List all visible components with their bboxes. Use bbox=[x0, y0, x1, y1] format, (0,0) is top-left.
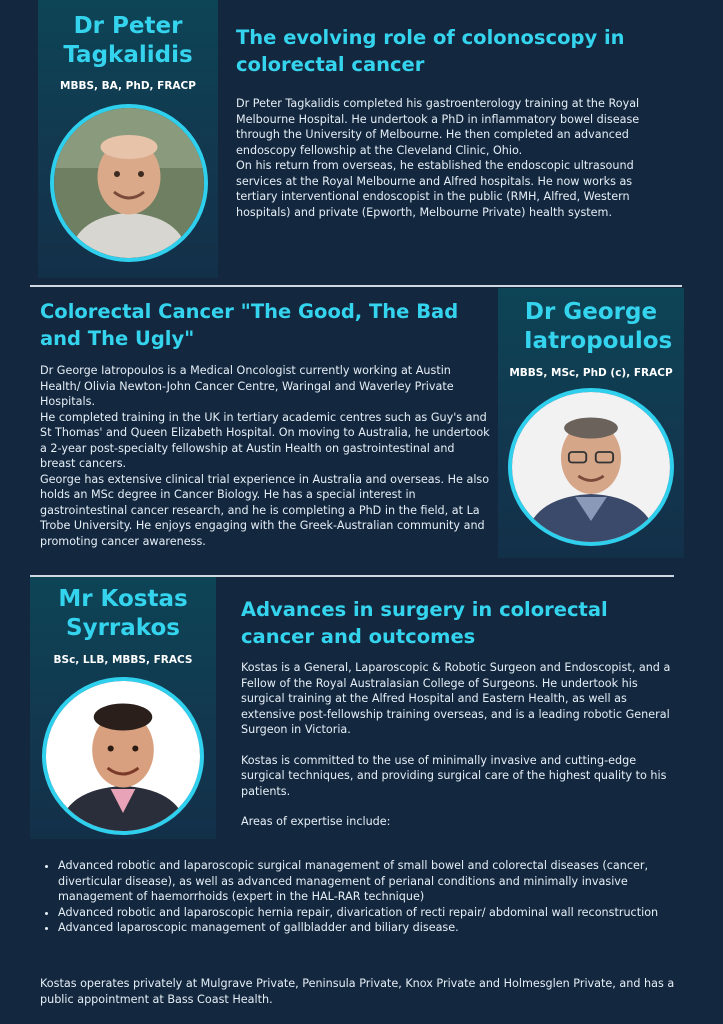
talk-title: The evolving role of colonoscopy in colorectal cancer bbox=[236, 26, 625, 76]
list-item: • Advanced laparoscopic management of gallbladder and biliary disease. bbox=[58, 920, 684, 936]
bio-paragraph: Dr Peter Tagkalidis completed his gastroenterology training at the Royal Melbourne Hospital. He undertook a PhD in inflammatory bowel disease through the University of Melbourne. He then completed an advanced endoscopy fellowship at the Cleveland Clinic, Ohio. bbox=[236, 97, 640, 157]
speaker-bio bbox=[40, 363, 490, 549]
talk-title: Colorectal Cancer "The Good, The Bad and The Ugly" bbox=[40, 300, 459, 350]
bio-paragraph: On his return from overseas, he established the endoscopic ultrasound services at the Royal Melbourne and Alfred hospitals. He now works as tertiary interventional endoscopist in the public (RMH, Alfred, Western hospitals) and private (Epworth, Melbourne Private) health system. bbox=[236, 159, 634, 219]
speaker-name: Dr Peter Tagkalidis bbox=[63, 13, 193, 68]
speaker-photo-syrrakos bbox=[42, 677, 204, 835]
speaker-bio bbox=[236, 96, 666, 220]
portrait-image bbox=[512, 392, 670, 542]
expertise-label: Areas of expertise include: bbox=[241, 815, 391, 828]
bio-paragraph: He completed training in the UK in tertiary academic centres such as Guy's and St Thomas' and Queen Elizabeth Hospital. On moving to Australia, he undertook a 2-year post-specialty fellowship at Austin Health on gastrointestinal and breast cancers. bbox=[40, 410, 490, 470]
speaker-credentials: BSc, LLB, MBBS, FRACS bbox=[53, 654, 193, 666]
bio-paragraph: Kostas is a General, Laparoscopic & Robotic Surgeon and Endoscopist, and a Fellow of the Royal Australasian College of Surgeons. He undertook his surgical training at the Alfred Hospital and Eastern Health, as well as extensive post-fellowship training overseas, and is a leading robotic General Surgeon in Victoria. bbox=[241, 661, 671, 736]
speaker-name: Mr Kostas Syrrakos bbox=[58, 586, 188, 641]
speaker-name: Dr George Iatropoulos bbox=[524, 299, 673, 354]
speaker-photo-tagkalidis bbox=[50, 104, 208, 262]
list-item: • Advanced robotic and laparoscopic surgical management of small bowel and colorectal diseases (cancer, diverticular disease), as well as advanced management of perianal conditions and minimally invasive management of haemorrhoids (expert in the HAL-RAR technique) bbox=[58, 858, 684, 905]
portrait-image bbox=[54, 108, 204, 258]
speaker-credentials: MBBS, BA, PhD, FRACP bbox=[60, 80, 196, 92]
closing-text: Kostas operates privately at Mulgrave Private, Peninsula Private, Knox Private and Holmesglen Private, and has a public appointment at Bass Coast Health. bbox=[40, 977, 675, 1006]
speaker-photo-iatropoulos bbox=[508, 388, 674, 546]
speaker-card-iatropoulos bbox=[498, 288, 684, 558]
bio-paragraph: George has extensive clinical trial experience in Australia and overseas. He also holds an MSc degree in Cancer Biology. He has a special interest in gastrointestinal cancer research, and he is completing a PhD in the field, at La Trobe University. He enjoys engaging with the Greek-Australian community and promoting cancer awareness. bbox=[40, 472, 490, 548]
speaker-bio bbox=[241, 660, 671, 830]
talk-title: Advances in surgery in colorectal cancer and outcomes bbox=[241, 598, 608, 648]
expertise-list bbox=[40, 858, 684, 936]
section-divider bbox=[30, 285, 682, 287]
bio-paragraph: Kostas is committed to the use of minimally invasive and cutting-edge surgical techniques, and providing surgical care of the highest quality to his patients. bbox=[241, 753, 667, 798]
bio-paragraph: Dr George Iatropoulos is a Medical Oncologist currently working at Austin Health/ Olivia Newton-John Cancer Centre, Waringal and Waverley Private Hospitals. bbox=[40, 364, 454, 408]
portrait-image bbox=[46, 681, 200, 831]
list-item: • Advanced robotic and laparoscopic hernia repair, divarication of recti repair/ abdominal wall reconstruction bbox=[58, 905, 684, 921]
speaker-credentials: MBBS, MSc, PhD (c), FRACP bbox=[509, 367, 673, 379]
speaker-card-syrrakos bbox=[30, 577, 216, 839]
speaker-card-tagkalidis bbox=[38, 0, 218, 278]
